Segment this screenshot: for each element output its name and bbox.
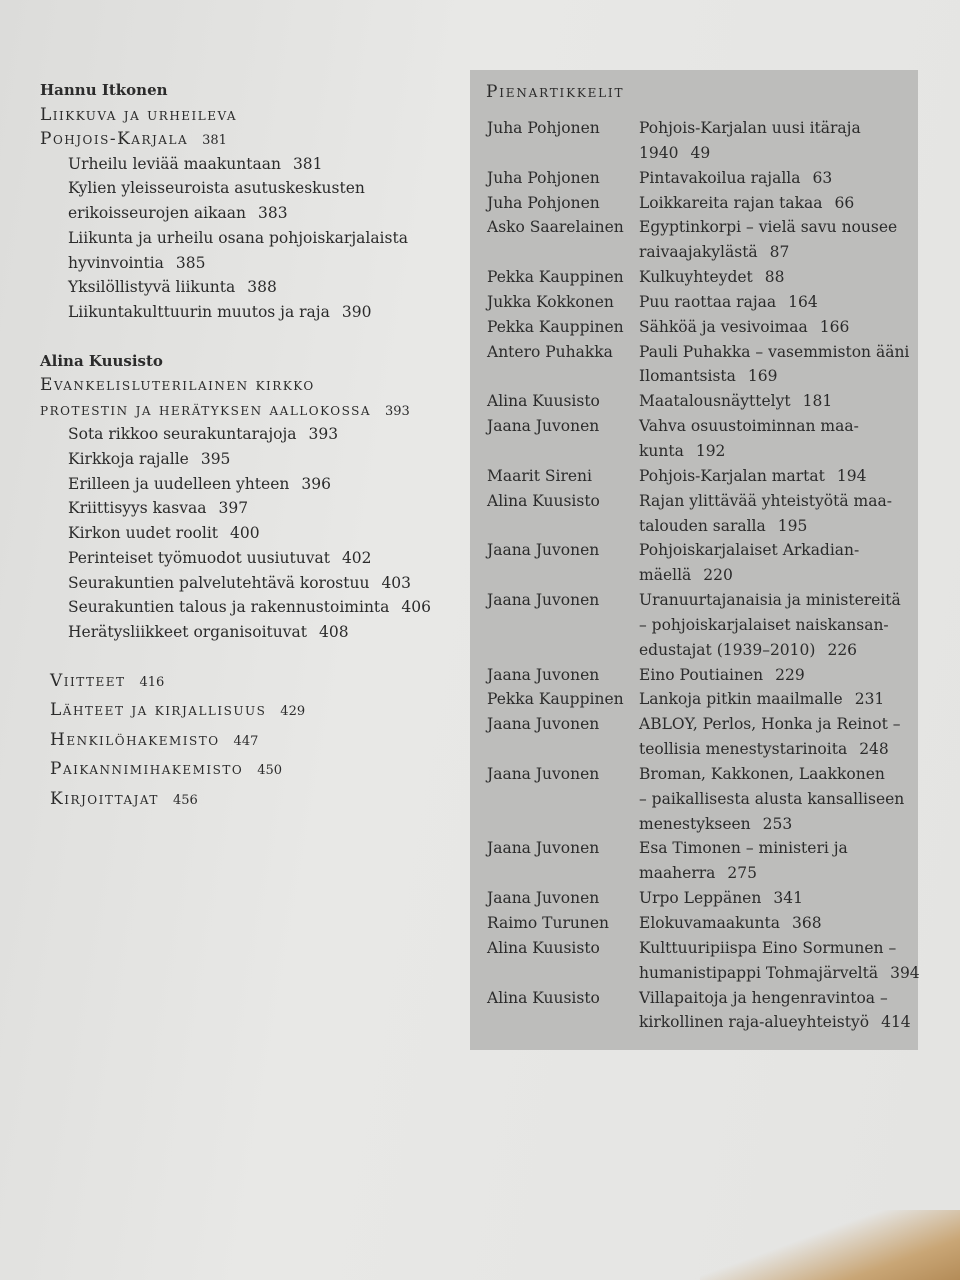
subsection-list bbox=[40, 422, 460, 644]
article-title-line bbox=[639, 712, 912, 737]
article-title-line bbox=[639, 787, 912, 812]
back-matter-label: Lähteet ja kirjallisuus bbox=[50, 700, 267, 721]
article-row[interactable] bbox=[487, 836, 912, 886]
article-title-text: Pintavakoilua rajalla bbox=[639, 168, 801, 187]
article-row[interactable] bbox=[487, 215, 912, 265]
page-number: 248 bbox=[859, 740, 889, 759]
article-title bbox=[639, 340, 912, 390]
article-title-text: Maatalousnäyttelyt bbox=[639, 392, 791, 411]
article-title-text: Lankoja pitkin maailmalle bbox=[639, 690, 843, 709]
article-title-line bbox=[639, 389, 912, 414]
page-number: 390 bbox=[341, 302, 372, 321]
article-title-text: raivaajakylästä bbox=[639, 243, 758, 262]
page-number: 402 bbox=[341, 548, 372, 567]
back-matter-entry[interactable] bbox=[50, 755, 460, 785]
article-title-line bbox=[639, 116, 912, 141]
subsection-title: Seurakuntien talous ja rakennustoiminta bbox=[68, 598, 390, 617]
article-title-line bbox=[639, 563, 912, 588]
article-row[interactable] bbox=[487, 340, 912, 390]
page-number: 385 bbox=[175, 253, 206, 272]
page-number: 414 bbox=[881, 1013, 911, 1032]
subsection-title: erikoisseurojen aikaan bbox=[68, 204, 246, 223]
article-title-text: humanistipappi Tohmajärveltä bbox=[639, 963, 879, 982]
page-number: 181 bbox=[802, 392, 833, 411]
subsection-title: Kirkon uudet roolit bbox=[68, 524, 219, 543]
page-number: 341 bbox=[773, 889, 803, 908]
article-author: Pekka Kauppinen bbox=[487, 268, 624, 287]
article-author: Jaana Juvonen bbox=[487, 839, 600, 858]
article-title-line bbox=[639, 240, 912, 265]
chapter-title-text: protestin ja herätyksen aallokossa bbox=[40, 399, 371, 420]
chapter-title-text: Liikkuva ja urheileva bbox=[40, 104, 238, 125]
article-title-line bbox=[639, 663, 912, 688]
article-row[interactable] bbox=[487, 712, 912, 762]
page-number: 397 bbox=[218, 499, 249, 518]
page-number: 275 bbox=[727, 864, 757, 883]
subsection-title: Liikunta ja urheilu osana pohjoiskarjalaista bbox=[68, 228, 408, 247]
article-title-line bbox=[639, 215, 912, 240]
article-row[interactable] bbox=[487, 290, 912, 315]
article-title-text: kirkollinen raja-alueyhteistyö bbox=[639, 1013, 870, 1032]
article-row[interactable] bbox=[487, 116, 912, 166]
subsection-list bbox=[40, 152, 460, 325]
article-title-line bbox=[639, 340, 912, 365]
article-title-text: Ilomantsista bbox=[639, 367, 736, 386]
subsection-entry[interactable] bbox=[68, 546, 460, 571]
article-title-text: Pohjois-Karjalan martat bbox=[639, 466, 825, 485]
article-title-line bbox=[639, 812, 912, 837]
article-title-text: Kulttuuripiispa Eino Sormunen – bbox=[639, 938, 897, 957]
subsection-entry[interactable] bbox=[68, 275, 460, 300]
article-title bbox=[639, 116, 912, 166]
article-title-text: Elokuvamaakunta bbox=[639, 914, 780, 932]
article-row[interactable] bbox=[487, 911, 912, 936]
back-matter-label: Viitteet bbox=[50, 670, 126, 691]
subsection-entry[interactable] bbox=[68, 152, 460, 177]
subsection-title: Kylien yleisseuroista asutuskeskusten bbox=[68, 179, 365, 198]
back-matter-entry[interactable] bbox=[50, 726, 460, 756]
article-author: Jaana Juvonen bbox=[487, 889, 600, 908]
subsection-entry[interactable] bbox=[68, 176, 460, 201]
page-number: 192 bbox=[695, 441, 726, 460]
subsection-title: Erilleen ja uudelleen yhteen bbox=[68, 474, 290, 493]
article-author: Juha Pohjonen bbox=[487, 168, 600, 187]
page-number: 408 bbox=[318, 622, 349, 641]
book-edge bbox=[700, 1210, 960, 1280]
article-title-line bbox=[639, 464, 912, 489]
article-title-line bbox=[639, 538, 912, 563]
subsection-entry[interactable] bbox=[68, 300, 460, 325]
article-row[interactable] bbox=[487, 538, 912, 588]
subsection-title: Yksilöllistyvä liikunta bbox=[68, 278, 236, 297]
article-title bbox=[639, 191, 912, 216]
article-row[interactable] bbox=[487, 762, 912, 837]
article-row[interactable] bbox=[487, 886, 912, 911]
chapter-title-text: Pohjois-Karjala bbox=[40, 129, 189, 150]
page-number: 394 bbox=[890, 963, 920, 982]
page-number: 195 bbox=[777, 516, 808, 535]
article-title-line bbox=[639, 191, 912, 216]
article-title-text: – paikallisesta alusta kansalliseen bbox=[639, 789, 905, 808]
article-title bbox=[639, 290, 912, 315]
article-title-text: Villapaitoja ja hengenravintoa – bbox=[639, 988, 888, 1007]
article-title-text: Vahva osuustoiminnan maa- bbox=[639, 417, 859, 436]
subsection-title: Kriittisyys kasvaa bbox=[68, 499, 207, 518]
chapter-author: Hannu Itkonen bbox=[40, 81, 168, 99]
article-author: Alina Kuusisto bbox=[487, 491, 600, 510]
article-title bbox=[639, 986, 912, 1036]
page-number: 88 bbox=[764, 268, 785, 287]
article-title bbox=[639, 836, 912, 886]
article-author: Jaana Juvonen bbox=[487, 715, 600, 734]
article-title-line bbox=[639, 364, 912, 389]
article-author: Jaana Juvonen bbox=[487, 764, 600, 783]
page-number: 381 bbox=[202, 133, 227, 149]
page-number: 66 bbox=[834, 193, 855, 212]
article-row[interactable] bbox=[487, 489, 912, 539]
article-title-line bbox=[639, 265, 912, 290]
article-title-line bbox=[639, 836, 912, 861]
back-matter-entry[interactable] bbox=[50, 696, 460, 726]
article-title-text: maaherra bbox=[639, 864, 716, 883]
subsection-title: Liikuntakulttuurin muutos ja raja bbox=[68, 302, 330, 321]
article-title-text: kunta bbox=[639, 441, 684, 460]
subsection-title: hyvinvointia bbox=[68, 253, 164, 272]
subsection-entry[interactable] bbox=[68, 201, 460, 226]
subsection-entry[interactable] bbox=[68, 447, 460, 472]
article-author: Alina Kuusisto bbox=[487, 392, 600, 411]
page-number: 63 bbox=[812, 168, 833, 187]
article-title-line bbox=[639, 737, 912, 762]
article-title-line bbox=[639, 588, 912, 613]
article-author: Pekka Kauppinen bbox=[487, 317, 624, 336]
back-matter-label: Henkilöhakemisto bbox=[50, 729, 220, 750]
article-title bbox=[639, 911, 912, 936]
subsection-entry[interactable] bbox=[68, 422, 460, 447]
article-title bbox=[639, 687, 912, 712]
page-number: 400 bbox=[230, 524, 260, 543]
article-row[interactable] bbox=[487, 191, 912, 216]
article-title-line bbox=[639, 936, 920, 961]
page-number: 229 bbox=[775, 665, 805, 684]
box-heading: Pienartikkelit bbox=[486, 82, 625, 102]
article-title-line bbox=[639, 638, 912, 663]
article-author: Maarit Sireni bbox=[487, 466, 592, 485]
chapter-title-line[interactable] bbox=[40, 398, 460, 423]
article-title-line bbox=[639, 166, 912, 191]
page-number: 403 bbox=[381, 573, 412, 592]
article-title bbox=[639, 663, 912, 688]
article-title bbox=[639, 265, 912, 290]
article-title-line bbox=[639, 1010, 912, 1035]
article-title-text: Urpo Leppänen bbox=[639, 889, 762, 908]
article-title-text: Uranuurtajanaisia ja ministereitä bbox=[639, 591, 901, 610]
article-title-text: Esa Timonen – ministeri ja bbox=[639, 839, 848, 858]
article-author: Juha Pohjonen bbox=[487, 119, 600, 137]
subsection-title: Perinteiset työmuodot uusiutuvat bbox=[68, 548, 330, 567]
page-number: 49 bbox=[690, 143, 711, 162]
article-author: Alina Kuusisto bbox=[487, 988, 600, 1007]
article-title-text: Sähköä ja vesivoimaa bbox=[639, 317, 808, 336]
article-author: Raimo Turunen bbox=[487, 914, 610, 932]
chapter-author: Alina Kuusisto bbox=[40, 351, 163, 370]
article-title-text: Eino Poutiainen bbox=[639, 665, 764, 684]
short-articles-box bbox=[470, 70, 918, 1050]
article-title-line bbox=[639, 489, 912, 514]
subsection-title: Seurakuntien palvelutehtävä korostuu bbox=[68, 573, 370, 592]
article-title-text: Pohjois-Karjalan uusi itäraja bbox=[639, 119, 861, 137]
subsection-title: Sota rikkoo seurakuntarajoja bbox=[68, 425, 297, 444]
page-number: 388 bbox=[247, 278, 277, 297]
article-title-text: ABLOY, Perlos, Honka ja Reinot – bbox=[639, 715, 901, 734]
subsection-entry[interactable] bbox=[68, 496, 460, 521]
article-row[interactable] bbox=[487, 389, 912, 414]
page-number: 447 bbox=[233, 733, 259, 749]
back-matter-entry[interactable] bbox=[50, 667, 460, 697]
article-author: Jaana Juvonen bbox=[487, 541, 600, 560]
article-row[interactable] bbox=[487, 687, 912, 712]
article-title-text: Egyptinkorpi – vielä savu nousee bbox=[639, 218, 898, 237]
article-title bbox=[639, 588, 912, 663]
article-title-line bbox=[639, 986, 912, 1011]
article-title-text: Puu raottaa rajaa bbox=[639, 292, 777, 311]
article-title bbox=[639, 215, 912, 265]
article-title-text: edustajat (1939–2010) bbox=[639, 640, 816, 659]
article-author: Jaana Juvonen bbox=[487, 665, 600, 684]
article-title-text: Loikkareita rajan takaa bbox=[639, 193, 823, 212]
subsection-entry[interactable] bbox=[68, 226, 460, 251]
subsection-entry[interactable] bbox=[68, 472, 460, 497]
article-author: Juha Pohjonen bbox=[487, 193, 600, 212]
page-number: 395 bbox=[200, 450, 231, 469]
page-number: 87 bbox=[769, 243, 790, 262]
article-title bbox=[639, 464, 912, 489]
article-row[interactable] bbox=[487, 936, 920, 986]
article-title-line bbox=[639, 414, 912, 439]
page-number: 166 bbox=[819, 317, 850, 336]
article-author: Alina Kuusisto bbox=[487, 938, 600, 957]
article-title-text: teollisia menestystarinoita bbox=[639, 740, 848, 759]
article-row[interactable] bbox=[487, 986, 912, 1036]
article-row[interactable] bbox=[487, 414, 912, 464]
chapter-title-line[interactable] bbox=[40, 373, 460, 398]
page-number: 368 bbox=[791, 914, 822, 932]
article-author: Asko Saarelainen bbox=[487, 218, 624, 237]
article-row[interactable] bbox=[487, 166, 912, 191]
article-title bbox=[639, 762, 912, 837]
article-title-line bbox=[639, 141, 912, 166]
chapter-title-line[interactable] bbox=[40, 127, 460, 152]
article-title-line bbox=[639, 911, 912, 936]
subsection-title: Kirkkoja rajalle bbox=[68, 450, 189, 469]
page-number: 429 bbox=[280, 704, 306, 720]
page-number: 406 bbox=[401, 598, 431, 617]
article-author: Antero Puhakka bbox=[487, 342, 613, 361]
article-title-line bbox=[639, 861, 912, 886]
chapter-block-2 bbox=[40, 349, 460, 645]
article-author: Pekka Kauppinen bbox=[487, 690, 624, 709]
page-number: 396 bbox=[301, 474, 331, 493]
article-title-text: mäellä bbox=[639, 566, 692, 585]
article-title bbox=[639, 489, 912, 539]
article-title bbox=[639, 315, 912, 340]
article-title-line bbox=[639, 762, 912, 787]
article-title bbox=[639, 414, 912, 464]
article-title-line bbox=[639, 514, 912, 539]
article-row[interactable] bbox=[487, 265, 912, 290]
article-row[interactable] bbox=[487, 663, 912, 688]
page-number: 456 bbox=[172, 792, 198, 808]
subsection-entry[interactable] bbox=[68, 571, 460, 596]
article-author: Jaana Juvonen bbox=[487, 417, 600, 436]
subsection-title: Urheilu leviää maakuntaan bbox=[68, 154, 281, 173]
article-title-line bbox=[639, 290, 912, 315]
article-title-line bbox=[639, 886, 912, 911]
page-number: 393 bbox=[385, 403, 410, 419]
toc-left-column bbox=[40, 78, 460, 815]
article-author: Jukka Kokkonen bbox=[487, 292, 614, 311]
page-number: 416 bbox=[139, 674, 165, 690]
article-title-text: Kulkuyhteydet bbox=[639, 268, 753, 287]
article-title-text: Broman, Kakkonen, Laakkonen bbox=[639, 764, 885, 783]
page-number: 194 bbox=[836, 466, 867, 485]
article-title bbox=[639, 712, 912, 762]
article-title-text: – pohjoiskarjalaiset naiskansan- bbox=[639, 615, 889, 634]
article-title-line bbox=[639, 315, 912, 340]
page-number: 231 bbox=[854, 690, 885, 709]
page-number: 381 bbox=[292, 154, 323, 173]
page-number: 393 bbox=[308, 425, 339, 444]
article-row[interactable] bbox=[487, 464, 912, 489]
article-title-text: Rajan ylittävää yhteistyötä maa- bbox=[639, 491, 892, 510]
back-matter-list bbox=[40, 667, 460, 815]
back-matter-entry[interactable] bbox=[50, 785, 460, 815]
page-number: 383 bbox=[257, 204, 288, 223]
back-matter-label: Paikannimihakemisto bbox=[50, 759, 244, 780]
article-title-line bbox=[639, 439, 912, 464]
article-title bbox=[639, 166, 912, 191]
article-title-text: talouden saralla bbox=[639, 516, 766, 535]
article-title-line bbox=[639, 961, 920, 986]
subsection-entry[interactable] bbox=[68, 251, 460, 276]
article-row[interactable] bbox=[487, 315, 912, 340]
article-row[interactable] bbox=[487, 588, 912, 663]
article-title bbox=[639, 886, 912, 911]
chapter-title-line[interactable] bbox=[40, 103, 460, 128]
page-number: 169 bbox=[747, 367, 778, 386]
short-articles-list bbox=[487, 116, 920, 1035]
page-number: 450 bbox=[257, 763, 283, 779]
article-title-text: 1940 bbox=[639, 143, 679, 162]
subsection-entry[interactable] bbox=[68, 595, 460, 620]
chapter-title-text: Evankelisluterilainen kirkko bbox=[40, 375, 315, 396]
page-number: 220 bbox=[703, 566, 733, 585]
page-number: 164 bbox=[788, 292, 818, 311]
article-title bbox=[639, 538, 912, 588]
article-title-text: Pauli Puhakka – vasemmiston ääni bbox=[639, 342, 910, 361]
article-title bbox=[639, 936, 920, 986]
page-number: 253 bbox=[762, 814, 793, 833]
article-title bbox=[639, 389, 912, 414]
page-number: 226 bbox=[827, 640, 858, 659]
subsection-entry[interactable] bbox=[68, 620, 460, 645]
subsection-title: Herätysliikkeet organisoituvat bbox=[68, 622, 307, 641]
article-title-line bbox=[639, 613, 912, 638]
article-author: Jaana Juvonen bbox=[487, 591, 600, 610]
back-matter-label: Kirjoittajat bbox=[50, 788, 159, 809]
subsection-entry[interactable] bbox=[68, 521, 460, 546]
article-title-line bbox=[639, 687, 912, 712]
chapter-block-1 bbox=[40, 78, 460, 325]
article-title-text: menestykseen bbox=[639, 814, 751, 833]
article-title-text: Pohjoiskarjalaiset Arkadian- bbox=[639, 541, 860, 560]
